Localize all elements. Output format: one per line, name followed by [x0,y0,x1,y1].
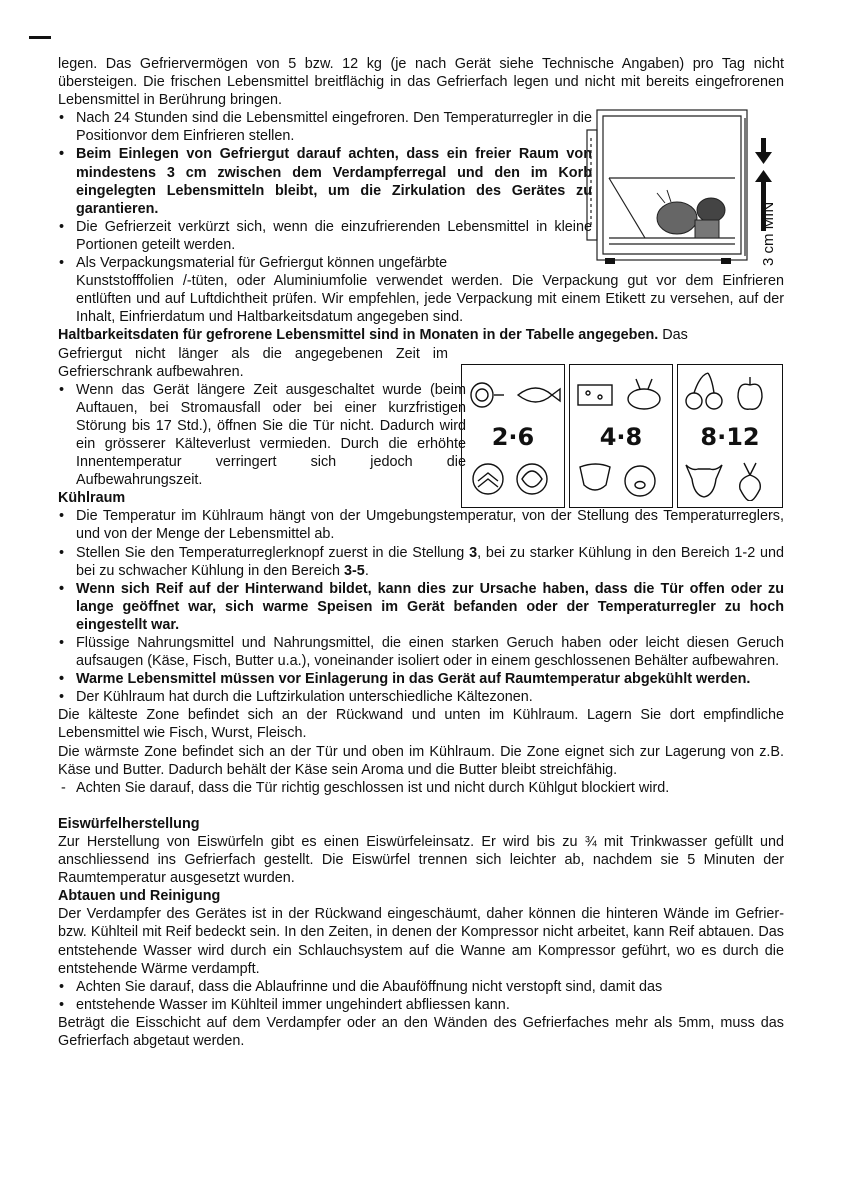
bullet-free-space: • Beim Einlegen von Gefriergut darauf achten, dass ein freier Raum von mindestens 3 cm zwischen dem Verdampferregal und den im Korb eingelegten Lebensmitteln bleibt, um die Zirkulation des Gerätes zu garantieren. [58,145,592,217]
heading-kuehlraum: Kühlraum [58,490,126,507]
ice-paragraph: Zur Herstellung von Eiswürfeln gibt es einen Eiswürfeleinsatz. Er wird bis zu ¾ mit Trinkwasser gefüllt und anschliessend ins Gefrierfach gestellt. Die Eiswürfel trennen sich leichter ab, nachdem sie 5 Minuten der Raumtemperatur ausgesetzt wurden. [58,833,784,887]
storage-heading-tail: Das [658,327,688,344]
coldest-zone: Die kälteste Zone befindet sich an der Rückwand und unten im Kühlraum. Lagern Sie dort empfindliche Lebensmittel wie Fisch, Wurst, Fleisch. [58,707,784,742]
heading-abtauen: Abtauen und Reinigung [58,888,221,905]
knob-value-3: 3 [469,544,478,561]
bullet-warm-food: • Warme Lebensmittel müssen vor Einlagerung in das Gerät auf Raumtemperatur abgekühlt werden. [58,670,784,688]
dash-door: - Achten Sie darauf, dass die Tür richtig geschlossen ist und nicht durch Kühlgut blockiert wird. [58,779,784,797]
bullet-water: • entstehende Wasser im Kühlteil immer ungehindert abfliessen kann. [58,996,784,1014]
cherry-apple-icon [678,369,782,413]
bullet-drain: • Achten Sie darauf, dass die Ablaufrinne und die Abauföffnung nicht verstopft sind, damit das [58,978,784,996]
knob-text-e: und bei zu schwacher Kühlung in den Bereich [76,544,784,579]
min-distance-label: 3 cm MIN [760,201,777,266]
knob-range-3-5: 3-5 [344,562,365,579]
table-cell-meat-fish [461,364,565,508]
months-cheese-poultry: 4·8 [599,423,643,451]
months-meat-fish: 2·6 [491,423,535,451]
storage-duration-table [461,364,784,509]
storage-heading: Haltbarkeitsdaten für gefrorene Lebensmittel sind in Monaten in der Tabelle angegeben. [58,327,659,344]
storage-note: Gefriergut nicht länger als die angegebenen Zeit im Gefrierschrank aufbewahren. [58,345,448,380]
cow-beet-icon [678,457,782,501]
knob-text-g: . [364,562,369,579]
sausage-fish-icon [462,373,564,413]
bullet-knob [58,544,784,580]
intro-paragraph: legen. Das Gefriervermögen von 5 bzw. 12 kg (je nach Gerät siehe Technische Angaben) pro Tag nicht übersteigen. Die frischen Lebensmittel breitflächig in das Gefrierfach legen und nicht mit bereits eingefrorenen Lebensmittel in Berührung bringen. [58,56,784,109]
knob-text-c: , bei zu starker Kühlung in den Bereich [477,544,735,561]
bread-pretzel-icon [462,457,564,501]
defrost-paragraph: Der Verdampfer des Gerätes ist in der Rückwand eingeschäumt, daher können die hinteren Wände im Gefrier- bzw. Kühlteil mit Reif bedeckt sein. In den Zeiten, in denen der Kompressor nicht arbeitet, kann Reif abtauen. Das entstehende Wasser wird durch ein Schlauchsystem auf die Wanne am Kompressor geführt, wo es durch die entstehende Wärme verdampft. [58,906,784,977]
table-cell-cheese-poultry [569,364,673,508]
months-fruit-veg: 8·12 [700,423,760,451]
table-cell-fruit-veg [677,364,783,508]
bullet-temperature: • Die Temperatur im Kühlraum hängt von der Umgebungstemperatur, von der Stellung des Temperaturreglers, und von der Menge der Lebensmittel ab. [58,507,784,543]
knob-text-a: Stellen Sie den Temperaturreglerknopf zuerst in die Stellung [76,544,470,561]
page-marker-dash [29,36,51,39]
warmest-zone: Die wärmste Zone befindet sich an der Tür und oben im Kühlraum. Die Zone eignet sich zur Lagerung von z.B. Käse und Butter. Dadurch behält der Käse sein Aroma und die Butter bleibt streichfähig. [58,743,784,778]
heading-eiswuerfel: Eiswürfelherstellung [58,815,200,832]
bullet-zones: • Der Kühlraum hat durch die Luftzirkulation unterschiedliche Kältezonen. [58,688,784,706]
bullet-packaging-start: • Als Verpackungsmaterial für Gefriergut können ungefärbte [58,254,592,272]
freezer-illustration [585,108,785,268]
bullet-liquids: • Flüssige Nahrungsmittel und Nahrungsmittel, die einen starken Geruch haben oder leicht diesen Geruch aufsaugen (Käse, Fisch, Butter u.a.), voneinander isoliert oder in einem geschlossenen Behälter aufbewahren. [58,634,784,670]
bullet-frost: • Wenn sich Reif auf der Hinterwand bildet, kann dies zur Ursache haben, dass die Tür offen oder zu lange geöffnet war, sich warme Speisen im Gerät befanden oder der Temperaturregler zu hoch eingestellt war. [58,580,784,634]
bullet-packaging-rest: Kunststofffolien /-tüten, oder Aluminiumfolie verwendet werden. Die Verpackung gut vor dem Einfrieren entlüften und auf Luftdichtheit prüfen. Wir empfehlen, jede Verpackung mit einem Etikett zu versehen, auf der Inhalt, Einfrierdatum und Haltbarkeitsdatum angegeben sind. [76,273,784,326]
knob-range-1-2: 1-2 [734,544,756,561]
sheep-pig-icon [570,457,672,501]
bullet-power-off: • Wenn das Gerät längere Zeit ausgeschaltet wurde (beim Auftauen, bei Stromausfall oder bei einer kurzfristigen Störung bis 17 Std.), öffnen Sie die Tür nicht. Dadurch wird ein grösserer Kälteverlust vermieden. Durch die erhöhte Innentemperatur verringert sich jedoch die Aufbewahrungszeit. [58,381,466,490]
cheese-chicken-icon [570,373,672,413]
bullet-24h: • Nach 24 Stunden sind die Lebensmittel eingefroren. Den Temperaturregler in die Positionvor dem Einfrieren stellen. [58,109,592,145]
bullet-portions: • Die Gefrierzeit verkürzt sich, wenn die einzufrierenden Lebensmittel in kleine Portionen geteilt werden. [58,218,592,254]
storage-heading-line [58,326,784,344]
ice-layer-paragraph: Beträgt die Eisschicht auf dem Verdampfer oder an den Wänden des Gefrierfaches mehr als 5mm, muss das Gefrierfach abgetaut werden. [58,1014,784,1049]
